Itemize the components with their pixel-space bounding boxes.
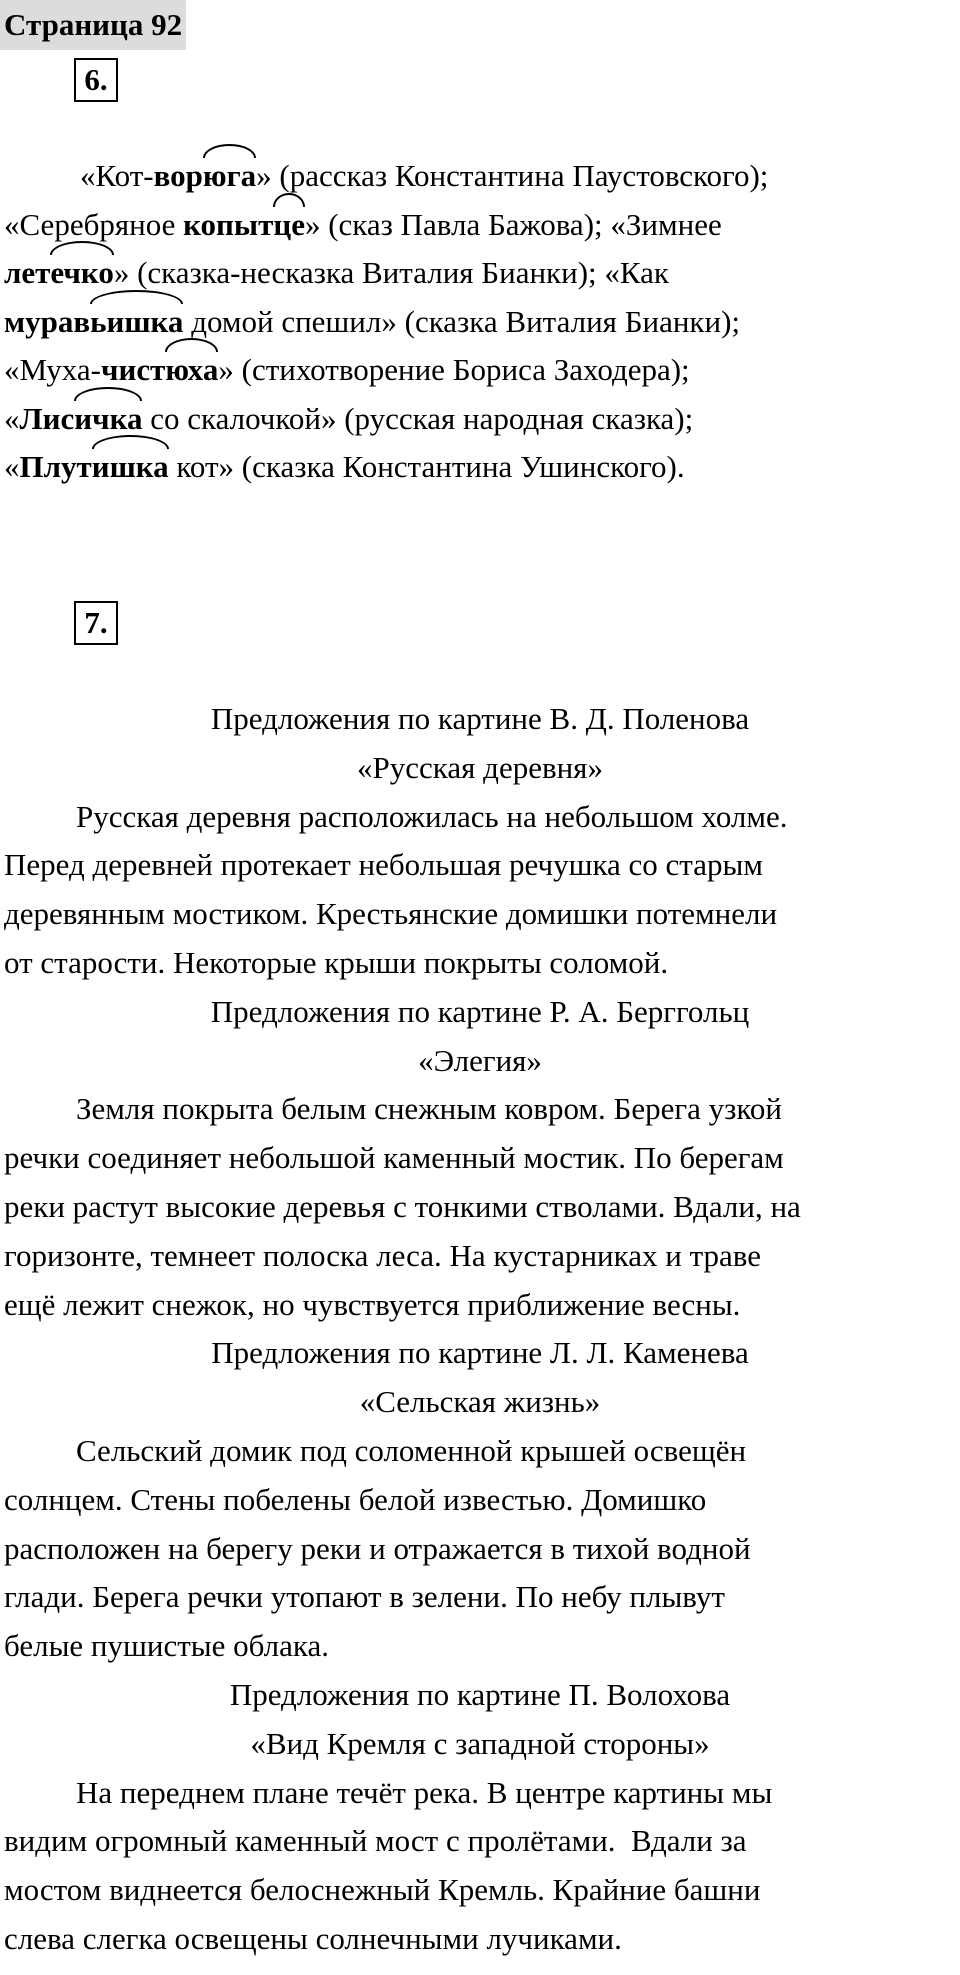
task-7-number: 7. <box>74 601 118 645</box>
painting-caption: Предложения по картине В. Д. Поленова <box>210 701 750 736</box>
root-arc-mark <box>203 144 256 158</box>
text-fragment: » (сказка-несказка Виталия Бианки); «Как <box>113 255 669 290</box>
painting-title: «Вид Кремля с западной стороны» <box>250 1725 710 1761</box>
description-line: реки растут высокие деревья с тонкими стволами. Вдали, на <box>4 1188 801 1224</box>
description-line: Земля покрыта белым снежным ковром. Берега узкой <box>76 1091 782 1127</box>
text-fragment: » (сказ Павла Бажова); «Зимнее <box>304 206 722 242</box>
painting-caption: Предложения по картине П. Волохова <box>229 1676 731 1712</box>
word-part-text: це <box>273 206 305 242</box>
description-line: видим огромный каменный мост с пролётами. Вдали за <box>4 1823 747 1859</box>
text-fragment: » (рассказ Константина Паустовского); <box>256 158 769 193</box>
task6-line <box>4 443 944 492</box>
text-fragment: кот» (сказка Константина Ушинского). <box>168 449 685 484</box>
task6-line <box>4 346 944 395</box>
painting-description <box>4 1085 956 1329</box>
text-fragment: » (стихотворение Бориса Заходера); <box>218 352 690 387</box>
word-part-text: юха <box>165 352 219 387</box>
description-line: слева слегка освещены солнечными лучиками. <box>4 1920 622 1956</box>
description-line: расположен на берегу реки и отражается в тихой водной <box>4 1530 751 1566</box>
bold-word-part: Лис <box>19 400 75 436</box>
text-fragment: «Серебряное <box>4 206 184 242</box>
task-6-number: 6. <box>74 58 118 102</box>
bold-word-part: Плут <box>19 449 92 484</box>
text-fragment: « <box>4 400 20 436</box>
task6-line <box>4 201 944 250</box>
word-part-marked <box>165 346 218 395</box>
word-part-marked <box>90 298 183 347</box>
bold-word-part: чист <box>100 352 166 387</box>
description-line: деревянным мостиком. Крестьянские домишки потемнели <box>4 896 778 932</box>
description-line: белые пушистые облака. <box>4 1628 329 1664</box>
description-line: ещё лежит снежок, но чувствуется приближение весны. <box>4 1286 741 1322</box>
description-line: мостом виднеется белоснежный Кремль. Крайние башни <box>4 1872 761 1908</box>
description-line: солнцем. Стены побелены белой известью. Домишко <box>4 1481 707 1517</box>
word-part-text: ьишка <box>90 303 184 339</box>
bold-word-part: лет <box>4 255 51 290</box>
bold-word-part: копыт <box>183 206 274 242</box>
text-fragment: домой спешил» (сказка Виталия Бианки); <box>183 303 741 339</box>
task-7-text <box>4 695 956 1964</box>
description-line: от старости. Некоторые крыши покрыты соломой. <box>4 944 669 980</box>
description-line: речки соединяет небольшой каменный мостик. По берегам <box>4 1140 784 1176</box>
painting-title: «Сельская жизнь» <box>359 1384 601 1420</box>
word-part-text: ишка <box>91 449 169 484</box>
text-fragment: « <box>4 449 20 484</box>
description-line: На переднем плане течёт река. В центре картины мы <box>76 1774 773 1810</box>
word-part-marked <box>92 443 169 492</box>
description-line: Сельский домик под соломенной крышей освещён <box>76 1432 747 1468</box>
task6-line <box>4 298 944 347</box>
description-line: глади. Берега речки утопают в зелени. По небу плывут <box>4 1579 725 1615</box>
bold-word-part: мурав <box>4 303 91 339</box>
description-line: Русская деревня расположилась на небольшом холме. <box>76 798 788 834</box>
word-part-text: юга <box>202 158 257 193</box>
painting-title: «Русская деревня» <box>357 749 603 785</box>
word-part-text: ечко <box>50 255 114 290</box>
bold-word-part: вор <box>153 158 203 193</box>
page-title: Страница 92 <box>0 0 186 50</box>
painting-title: «Элегия» <box>418 1042 542 1078</box>
description-line: горизонте, темнеет полоска леса. На кустарниках и траве <box>4 1237 761 1273</box>
painting-caption: Предложения по картине Л. Л. Каменева <box>211 1335 749 1371</box>
word-part-marked <box>50 249 113 298</box>
painting-description <box>4 1769 956 1964</box>
painting-description <box>4 1427 956 1671</box>
word-part-marked <box>273 201 305 250</box>
text-fragment: со скалочкой» (русская народная сказка); <box>142 400 694 436</box>
word-part-text: ичка <box>74 400 143 436</box>
description-line: Перед деревней протекает небольшая речушка со старым <box>4 847 763 883</box>
task-6-text <box>4 152 944 492</box>
text-fragment: «Кот- <box>80 158 154 193</box>
task6-line <box>4 152 944 201</box>
word-part-marked <box>203 152 256 201</box>
painting-caption: Предложения по картине Р. А. Берггольц <box>210 993 750 1029</box>
text-fragment: «Муха- <box>4 352 101 387</box>
painting-description <box>4 793 956 988</box>
